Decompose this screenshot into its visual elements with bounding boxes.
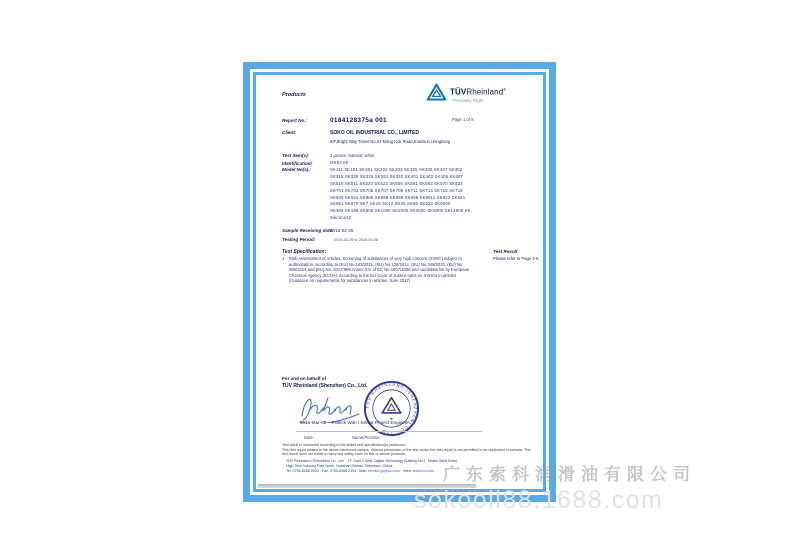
- seal-star: ★: [389, 415, 394, 421]
- date-label: Date: [304, 435, 313, 440]
- logo-rheinland-text: Rheinland: [466, 87, 504, 97]
- sample-date-value: 2016-02-28: [330, 227, 354, 233]
- seal-ring-text: TÜV RHEINLAND (SHENZHEN) CO., LTD. ·: [364, 381, 419, 436]
- model-line: SK315 SK325 SK326 SK351 SK353 SK401 SK403 SK405 SK407: [330, 173, 464, 179]
- registered-mark: ®: [503, 87, 507, 92]
- report-no-label: Report No.:: [282, 118, 308, 123]
- report-page: [256, 75, 543, 489]
- model-line: SK701 SK703 SK705 SK707 SK709 SK711 SK713 SK715 SK718: [330, 187, 463, 193]
- logo-tagline: Precisely Right.: [453, 98, 485, 103]
- contact-website: www.tuv.com: [412, 469, 434, 473]
- identification-label: Identification/: [282, 161, 312, 166]
- contact-separator: · Web:: [400, 469, 413, 473]
- footer-address-2: High-Tech Industry Park North, Nanshan District, Shenzhen, China: [286, 464, 393, 468]
- certificate-inner-border: [253, 72, 546, 492]
- client-name: SOKO OIL INDUSTRIAL CO., LIMITED: [330, 130, 419, 136]
- test-result-heading: Test Result: [493, 249, 518, 254]
- model-line: SK303 SK169 SK500 SK1000 SK2000 SK3000 SK5000 SK12500 SK: [330, 208, 471, 214]
- model-line: Silicone12: [330, 215, 352, 221]
- test-spec-heading: Test Specification:: [282, 249, 327, 255]
- testing-period-value: 2016-02-29 to 2016-03-08: [334, 238, 379, 242]
- footer-address-1: TÜV Rheinland (Shenzhen) Co., Ltd. · 1F, East 3 Seat, Digital Technology Building No.1, Shahe West Road,: [286, 459, 458, 463]
- spec-item-text: Risk Assessment of Articles, Screening of substances of very high concern (SVHC) subject to authorization, according to (EU) No 143/2011, (EU) No 125/2012, (EU) No 348/2013, (EU) No 895/2014 and (EU) No. 2017/999 Annex XIV of EC No 1907/2006 and candidate list by European Chemical Agency (ECHA), according to the EU Court of Justice rules on SVHCs in articles (Guidance on requirements for substances in articles, June 2017): [289, 256, 470, 283]
- model-no-label: Model No(s).:: [282, 167, 312, 172]
- logo-tuv-text: TÜV: [450, 87, 467, 97]
- footer-note-2: This test report relates to the above mentioned sample. Without permission of the test center this test report is not permitted to be duplicated in extracts. This test report does not entitle to carry any safety mark on this or similar products.: [282, 447, 532, 457]
- company-seal: [362, 379, 421, 438]
- model-line: SK510 SK511 SK520 SK523 SK555 SK561 SK563 SK570 SK633: [330, 180, 463, 186]
- name-position-label: Name/Position: [352, 435, 380, 440]
- for-and-on-behalf-text: For and on behalf of: [282, 376, 327, 381]
- test-item-value: 1 grease material, white: [330, 153, 375, 158]
- name-signature-line: [330, 431, 482, 432]
- testing-period-label: Testing Period:: [282, 237, 316, 242]
- contact-tel-fax: Tel: 0755-8268 2000 · Fax: 0755-8268 2193 · Mail:: [286, 469, 368, 473]
- certificate-frame: [243, 62, 556, 502]
- report-no-value: 0184128375a 001: [330, 117, 387, 124]
- model-number-block: [330, 160, 542, 222]
- footer-contact-line: [286, 469, 434, 473]
- watermark-shop-url: sokooil88.1688.com: [414, 486, 664, 514]
- test-result-value: Please refer to Page 2-8: [493, 256, 539, 261]
- spec-item-number: 1.: [282, 256, 286, 261]
- model-line: SK930 SK931 SK966 SK968 SK998 SK999 SK9011 SK922 SK941: [330, 194, 466, 200]
- tuv-triangle-icon: [425, 82, 448, 103]
- signature-handwriting: [296, 389, 362, 423]
- signatory-company: TÜV Rheinland (Shenzhen) Co., Ltd.: [282, 383, 368, 389]
- page-indicator: Page 1 of 8: [452, 117, 474, 122]
- watermark-company-name: 广东索科润滑油有限公司: [443, 465, 696, 484]
- client-address: 5/F,Bright Way Tower,No.33 Mong Kok Road,Kowloon,Hongkong: [330, 139, 451, 144]
- model-line: SK111 SK151 SK201 SK202 SK203 SK305 SK306 SK307 SK302: [330, 166, 463, 172]
- sample-date-label: Sample Receiving date:: [282, 228, 334, 233]
- footer-note-1: Test result is measured according to the stated test specification(s) performed.: [282, 443, 407, 447]
- test-item-label: Test item(s):: [282, 153, 310, 158]
- tuv-logo-wordmark: [450, 87, 506, 97]
- client-label: Client:: [282, 130, 297, 135]
- model-line: SK951 SK970 SK7 SK16 SK13 SK25 SK66 SK923 SK9000: [330, 201, 451, 207]
- model-name: GREASE: [330, 160, 349, 165]
- signature-date-value: 2016-Mar-08: [300, 420, 327, 425]
- contact-email: service-gc@tuv.com: [367, 469, 401, 473]
- signatory-name-value: Patrick Wan / Senior Project Engineer: [332, 420, 409, 425]
- report-category: Products: [282, 92, 306, 98]
